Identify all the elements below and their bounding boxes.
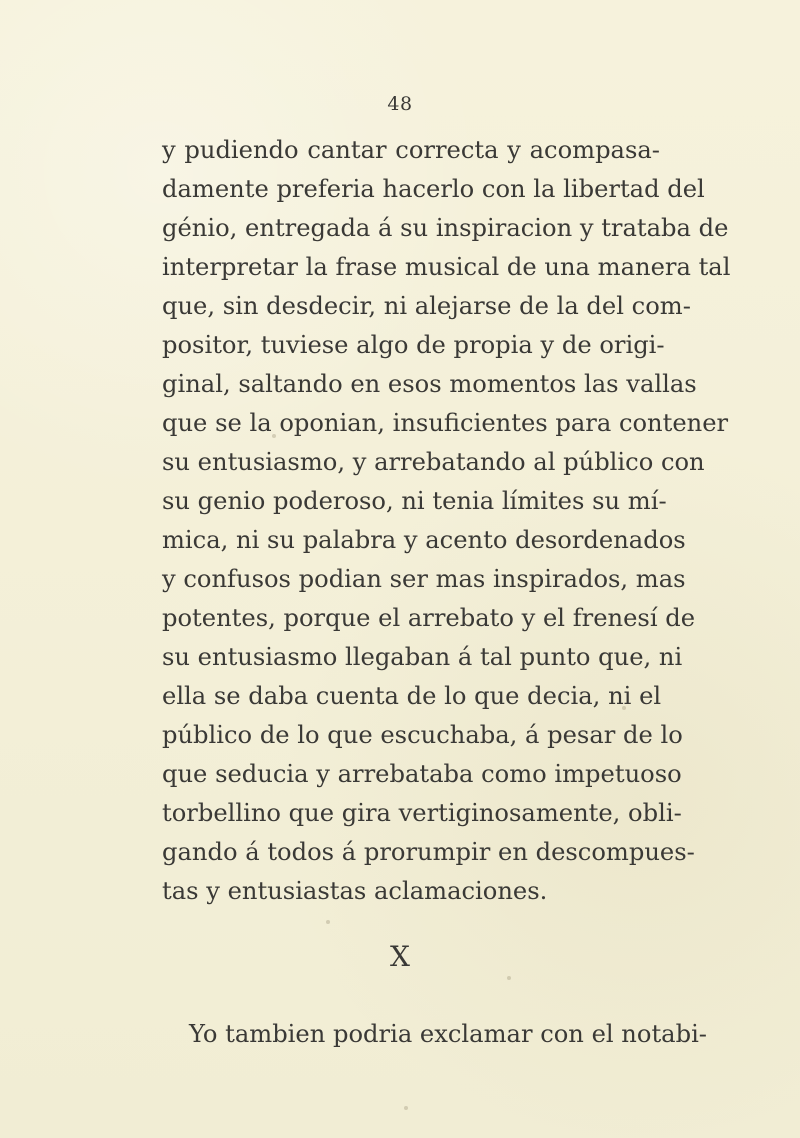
text-line: ginal, saltando en esos momentos las vallas	[162, 370, 697, 398]
text-line: público de lo que escuchaba, á pesar de lo	[162, 721, 683, 749]
text-line: interpretar la frase musical de una manera tal	[162, 253, 731, 281]
text-line: torbellino que gira vertiginosamente, obli-	[162, 799, 682, 827]
text-line: y pudiendo cantar correcta y acompasa-	[162, 136, 660, 164]
text-line: tas y entusiastas aclamaciones.	[162, 877, 548, 905]
text-line: mica, ni su palabra y acento desordenados	[162, 526, 686, 554]
text-line: que, sin desdecir, ni alejarse de la del com-	[162, 292, 691, 320]
page-number: 48	[387, 93, 413, 115]
text-line: que seducia y arrebataba como impetuoso	[162, 760, 682, 788]
text-line: su entusiasmo, y arrebatando al público con	[162, 448, 705, 476]
closing-line: Yo tambien podria exclamar con el notabi-	[189, 1020, 707, 1048]
text-line: que se la oponian, insuficientes para contener	[162, 409, 729, 437]
text-line: génio, entregada á su inspiracion y trataba de	[162, 214, 729, 242]
paper-speck	[507, 976, 511, 980]
text-line: y confusos podian ser mas inspirados, mas	[162, 565, 686, 593]
paper-speck	[404, 1106, 408, 1110]
text-line: positor, tuviese algo de propia y de origi-	[162, 331, 665, 359]
paper-speck	[272, 434, 276, 438]
text-line: su genio poderoso, ni tenia límites su mí-	[162, 487, 667, 515]
paper-speck	[326, 920, 330, 924]
text-line: potentes, porque el arrebato y el frenesí de	[162, 604, 696, 632]
text-line: su entusiasmo llegaban á tal punto que, ni	[162, 643, 683, 671]
text-line: gando á todos á prorumpir en descompues-	[162, 838, 695, 866]
text-line: damente preferia hacerlo con la libertad del	[162, 175, 705, 203]
paper-speck	[622, 706, 626, 710]
text-line: ella se daba cuenta de lo que decia, ni el	[162, 682, 662, 710]
section-heading: X	[390, 940, 410, 973]
